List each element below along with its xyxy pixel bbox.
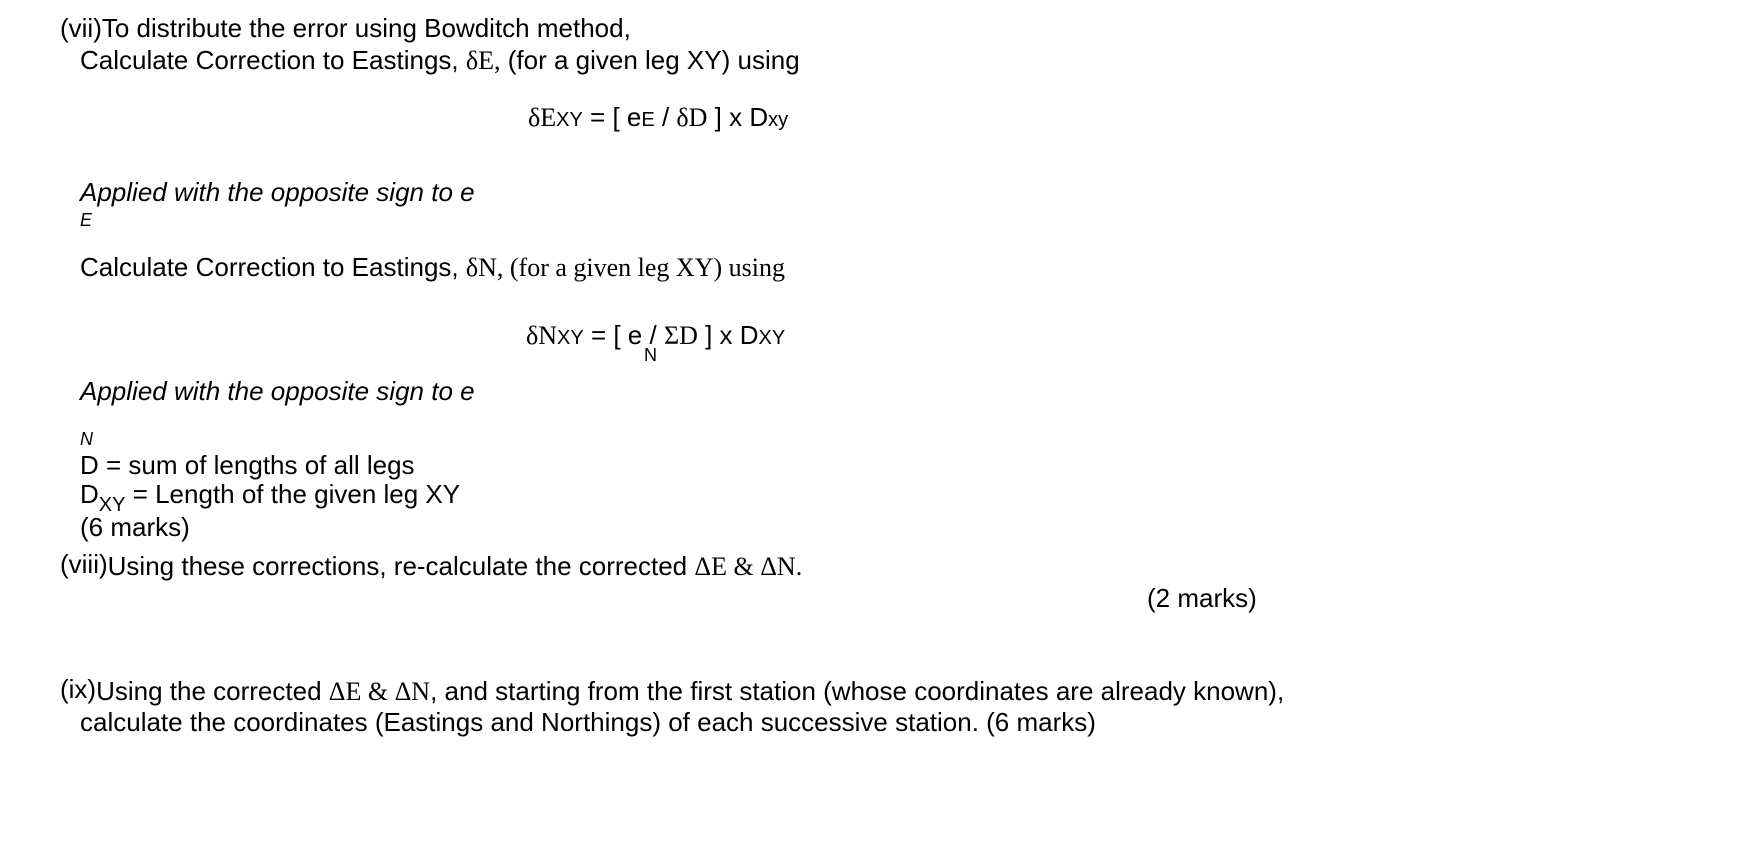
section-ix-marker: (ix) <box>60 674 97 704</box>
section-vii-line1 <box>60 15 631 41</box>
formula-n-delta: δN <box>526 321 558 350</box>
section-ix-delta: ΔE & ΔN <box>328 677 431 706</box>
eastings-intro-text: Calculate Correction to Eastings, <box>80 45 466 75</box>
northing-intro-serif: δN, (for a given leg XY) using <box>465 253 785 282</box>
section-ix-line1 <box>60 674 1285 706</box>
formula-n-sub-xy2: XY <box>758 327 786 349</box>
formula-e-close: ] x D <box>707 102 769 132</box>
formula-e-sub-xy2: xy <box>768 109 789 131</box>
applied-e-text: Applied with the opposite sign to e <box>80 177 475 207</box>
formula-e-sub-e: E <box>641 109 655 131</box>
formula-n-mid: = [ e <box>583 320 643 350</box>
section-viii-line <box>60 549 803 581</box>
section-viii-text: Using these corrections, re-calculate the corrected <box>107 551 695 581</box>
delta-e-symbol: δE, <box>465 46 501 75</box>
section-ix-text-a: Using the corrected <box>96 676 329 706</box>
definition-d: D = sum of lengths of all legs <box>80 450 415 480</box>
formula-eastings <box>528 104 788 131</box>
section-ix-text-c: , and starting from the first station (whose coordinates are already known), <box>430 676 1285 706</box>
formula-n-sigma-d: ΣD <box>663 321 698 350</box>
section-viii-delta: ΔE & ΔN. <box>694 552 803 581</box>
applied-e-subscript: E <box>80 210 93 230</box>
section-viii-marker: (viii) <box>60 549 108 579</box>
definition-dxy <box>80 479 461 516</box>
section-ix-line2: calculate the coordinates (Eastings and Northings) of each successive station. (6 marks) <box>80 707 1096 737</box>
formula-e-mid: = [ e <box>582 102 642 132</box>
formula-e-sub-xy: XY <box>556 109 583 131</box>
formula-n-slash: / <box>642 320 664 350</box>
section-vii-line2 <box>80 47 800 74</box>
eastings-intro-tail: (for a given leg XY) using <box>500 45 800 75</box>
formula-n-sub-xy: XY <box>557 327 584 349</box>
definition-dxy-sub: XY <box>98 494 126 516</box>
formula-e-delta: δE <box>528 103 557 132</box>
section-viii-marks: (2 marks) <box>1147 583 1257 613</box>
formula-n-sub-n: N <box>644 345 657 365</box>
section-vii-marks: (6 marks) <box>80 512 190 542</box>
applied-n-subscript: N <box>80 429 93 449</box>
section-vii-heading: To distribute the error using Bowditch method, <box>101 13 631 43</box>
formula-e-delta-d: δD <box>676 103 708 132</box>
northing-intro-line <box>80 254 785 281</box>
definition-dxy-rest: = Length of the given leg XY <box>125 479 461 509</box>
definition-dxy-d: D <box>80 479 99 509</box>
applied-n-text: Applied with the opposite sign to e <box>80 376 475 406</box>
formula-e-slash: / <box>654 102 677 132</box>
formula-n-close: ] x D <box>697 320 759 350</box>
section-vii-marker: (vii) <box>60 13 102 43</box>
northing-intro-text: Calculate Correction to Eastings, <box>80 252 466 282</box>
